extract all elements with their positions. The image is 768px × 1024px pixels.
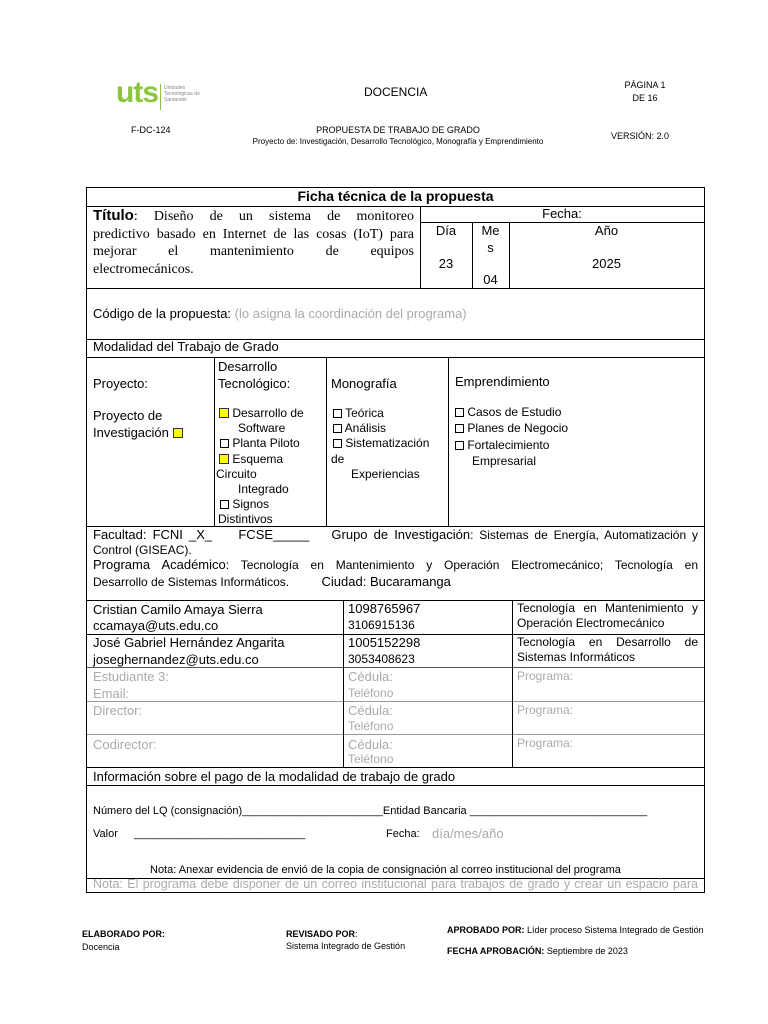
mono-options xyxy=(331,406,447,482)
dt-options xyxy=(216,406,326,528)
dt-esquema-2: Circuito xyxy=(216,466,257,481)
programa-label: Programa Académico xyxy=(93,557,226,572)
checkbox-esquema[interactable] xyxy=(219,454,229,464)
empr-fort-2: Empresarial xyxy=(472,454,537,469)
checkbox-investigacion[interactable] xyxy=(173,428,183,438)
revisado-colon: : xyxy=(355,929,358,939)
codigo-hint: (lo asigna la coordinación del programa) xyxy=(234,306,467,321)
checkbox-piloto[interactable] xyxy=(220,439,229,448)
page-total-label: DE 16 xyxy=(632,93,658,103)
facultad-block xyxy=(93,527,698,591)
dt-esquema-3: Integrado xyxy=(238,482,289,497)
col-desarrollo-2: Tecnológico: xyxy=(218,376,291,391)
mono-analisis: Análisis xyxy=(344,421,387,436)
revisado-value: Sistema Integrado de Gestión xyxy=(286,941,406,951)
codirector-label: Codirector: xyxy=(93,737,157,752)
director-programa: Programa: xyxy=(517,703,574,717)
elaborado-label: ELABORADO POR: xyxy=(82,929,165,939)
student-1-name: Cristian Camilo Amaya Sierra xyxy=(93,602,263,617)
proyecto-inv-line-1: Proyecto de xyxy=(93,408,163,423)
doc-title: PROPUESTA DE TRABAJO DE GRADO xyxy=(316,125,480,135)
codirector-programa: Programa: xyxy=(517,736,574,750)
proyecto-inv-line-2: Investigación xyxy=(93,425,169,440)
fecha-aprobacion-label: FECHA APROBACIÓN: xyxy=(447,946,545,956)
nota-correo-text: Nota: El programa debe disponer de un correo institucional para trabajos de grado y crear un espacio para xyxy=(93,877,698,891)
mono-teorica: Teórica xyxy=(345,406,384,420)
valor-field[interactable]: ____________________________ xyxy=(134,828,306,840)
mes-label-1: Me xyxy=(481,223,500,238)
logo-text: uts xyxy=(116,76,158,109)
director-telefono: Teléfono xyxy=(348,719,394,733)
facultad-fcse: FCSE_____ xyxy=(238,527,310,542)
student-1-programa-2: Operación Electromecánico xyxy=(517,616,665,630)
codirector-cedula: Cédula: xyxy=(348,737,393,752)
mono-sistem-1: Sistematización xyxy=(345,436,430,451)
dt-signos-2: Distintivos xyxy=(218,512,273,527)
student-1-telefono: 3106915136 xyxy=(348,618,415,632)
revisado-label xyxy=(286,929,358,939)
valor-label: Valor xyxy=(93,828,118,840)
doc-code: F-DC-124 xyxy=(131,125,171,135)
director-label: Director: xyxy=(93,703,143,718)
pago-label: Información sobre el pago de la modalidad de trabajo de grado xyxy=(93,769,456,784)
fecha-aprobacion xyxy=(447,946,628,956)
estudiante3-email-label: Email: xyxy=(93,686,130,701)
ciudad: Ciudad: Bucaramanga xyxy=(321,574,451,589)
doc-version: VERSIÓN: 2.0 xyxy=(611,131,670,141)
elaborado-value: Docencia xyxy=(82,942,120,952)
checkbox-analisis[interactable] xyxy=(333,424,342,433)
checkbox-software[interactable] xyxy=(219,408,229,418)
title-label: Título xyxy=(93,207,134,224)
col-monografia: Monografía xyxy=(331,376,397,391)
empr-options xyxy=(455,404,703,470)
codirector-telefono: Teléfono xyxy=(348,752,394,766)
estudiante3-programa: Programa: xyxy=(517,669,574,683)
checkbox-casos[interactable] xyxy=(455,408,464,417)
aprobado-value: Líder proceso Sistema Integrado de Gestión xyxy=(524,925,704,935)
dt-esquema-1: Esquema xyxy=(232,451,284,466)
fecha-pago-hint[interactable]: día/mes/año xyxy=(432,826,504,841)
nota-correo xyxy=(93,877,698,891)
aprobado xyxy=(447,925,704,935)
empr-fort-1: Fortalecimiento xyxy=(467,437,550,452)
student-2-email: joseghernandez@uts.edu.co xyxy=(93,652,259,667)
title-block xyxy=(93,207,414,278)
estudiante3-label: Estudiante 3: xyxy=(93,669,169,684)
grupo-label: Grupo de Investigación xyxy=(331,527,471,542)
nota-anexar: Nota: Anexar evidencia de envió de la copia de consignación al correo institucional del programa xyxy=(150,864,621,876)
dt-software-1: Desarrollo de xyxy=(232,406,304,420)
codigo-label: Código de la propuesta: xyxy=(93,306,232,321)
title-line-1: : Diseño de un sistema de monitoreo xyxy=(133,209,414,224)
anio-label: Año xyxy=(594,223,619,238)
dia-value: 23 xyxy=(438,256,454,271)
page-number-label: PÁGINA 1 xyxy=(624,80,666,90)
title-line-4: electromecánicos. xyxy=(93,261,194,277)
dt-software-2: Software xyxy=(238,421,286,436)
checkbox-fortalecimiento[interactable] xyxy=(455,441,464,450)
checkbox-sistematizacion[interactable] xyxy=(333,439,342,448)
uts-logo xyxy=(116,76,200,114)
doc-subtitle: Proyecto de: Investigación, Desarrollo Tecnológico, Monografía y Emprendimiento xyxy=(252,137,544,146)
mes-value: 04 xyxy=(483,272,498,287)
header-title: DOCENCIA xyxy=(364,85,428,99)
fecha-label: Fecha: xyxy=(542,206,582,221)
mono-sistem-2: de xyxy=(331,451,345,466)
student-1-programa xyxy=(517,601,698,631)
student-2-programa-1: Tecnología en Desarrollo de xyxy=(517,635,698,649)
facultad-fcni: Facultad: FCNI _X_ xyxy=(93,527,213,542)
grupo-value-1: : Sistemas de Energía, Automatización y xyxy=(470,528,698,542)
logo-subtext: Unidades Tecnológicas de Santander xyxy=(164,85,200,103)
codigo-row xyxy=(93,306,467,321)
estudiante3-cedula: Cédula: xyxy=(348,669,393,684)
fecha-aprobacion-value: Septiembre de 2023 xyxy=(544,946,628,956)
title-line-2: predictivo basado en Internet de las cosas (IoT) para xyxy=(93,226,414,242)
lq-field[interactable]: Número del LQ (consignación)_______________________Entidad Bancaria _____________________________ xyxy=(93,805,648,817)
grupo-value-2: Control (GISEAC). xyxy=(93,543,192,557)
empr-planes: Planes de Negocio xyxy=(467,421,569,436)
student-1-cedula: 1098765967 xyxy=(348,601,421,616)
student-2-programa-2: Sistemas Informáticos xyxy=(517,650,636,664)
col-emprendimiento: Emprendimiento xyxy=(455,374,550,389)
form-heading: Ficha técnica de la propuesta xyxy=(297,188,494,204)
checkbox-teorica[interactable] xyxy=(333,409,342,418)
student-2-telefono: 3053408623 xyxy=(348,652,415,666)
dia-label: Día xyxy=(435,223,457,238)
programa-value-2: Desarrollo de Sistemas Informáticos. xyxy=(93,575,290,589)
fecha-pago-label: Fecha: xyxy=(386,828,420,840)
student-1-programa-1: Tecnología en Mantenimiento y xyxy=(517,601,698,615)
anio-value: 2025 xyxy=(592,256,621,271)
director-cedula: Cédula: xyxy=(348,703,393,718)
student-2-programa xyxy=(517,635,698,665)
empr-casos: Casos de Estudio xyxy=(467,405,562,419)
dt-piloto: Planta Piloto xyxy=(232,436,300,451)
dt-signos-1: Signos xyxy=(232,497,270,512)
estudiante3-telefono: Teléfono xyxy=(348,686,394,700)
student-2-cedula: 1005152298 xyxy=(348,635,421,650)
checkbox-signos[interactable] xyxy=(220,500,229,509)
checkbox-planes[interactable] xyxy=(455,424,464,433)
mono-sistem-3: Experiencias xyxy=(351,466,420,481)
student-1-email: ccamaya@uts.edu.co xyxy=(93,618,219,633)
col-proyecto: Proyecto: xyxy=(93,376,148,391)
title-line-3: mejorar el mantenimiento de equipos xyxy=(93,244,414,259)
proyecto-investigacion xyxy=(93,407,183,441)
modalidad-label: Modalidad del Trabajo de Grado xyxy=(93,339,279,354)
programa-value-1: : Tecnología en Mantenimiento y Operación Electromecánico; Tecnología en xyxy=(225,558,699,572)
aprobado-label: APROBADO POR: xyxy=(447,925,525,935)
mes-label-2: s xyxy=(487,240,494,255)
student-2-name: José Gabriel Hernández Angarita xyxy=(93,635,285,650)
revisado-label-text: REVISADO POR xyxy=(286,929,356,939)
col-desarrollo-1: Desarrollo xyxy=(218,359,278,374)
